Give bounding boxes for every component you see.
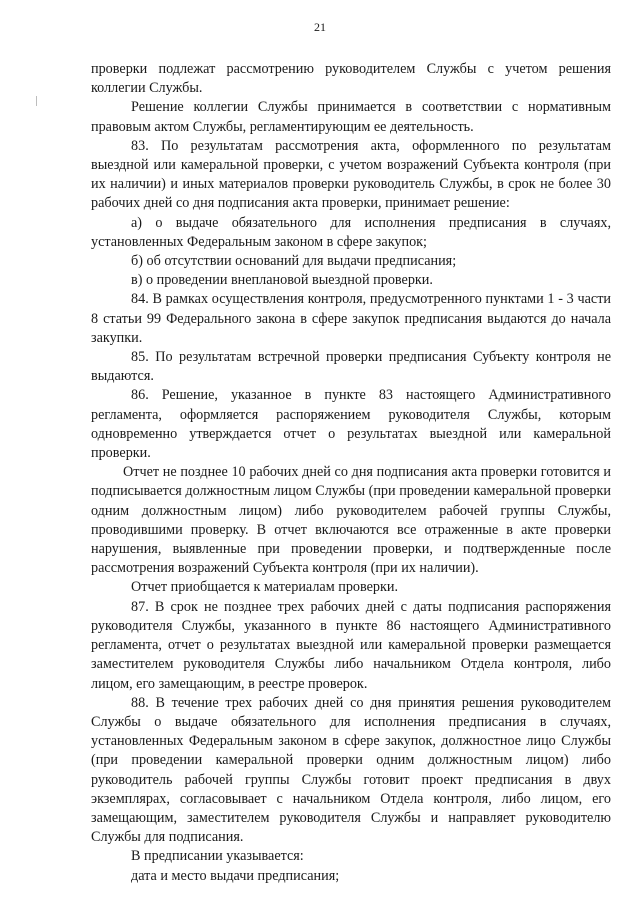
page-number: 21 [314, 20, 326, 34]
document-body [91, 60, 611, 886]
list-item-a: а) о выдаче обязательного для исполнения предписания в случаях, установленных Федеральным законом в сфере закупок; [91, 214, 611, 250]
paragraph: проверки подлежат рассмотрению руководителем Службы с учетом решения коллегии Службы. [91, 61, 611, 97]
paragraph: Отчет не позднее 10 рабочих дней со дня подписания акта проверки готовится и подписывается должностным лицом Службы (при проведении камеральной проверки одним должностным лицом) либо руководителем рабочей группы Службы, проводившими проверку. В отчет включаются все отраженные в акте проверки нарушения, выявленные при проведении проверки, и подтвержденные после рассмотрения возражений Субъекта контроля (при их наличии). [91, 464, 611, 577]
list-item-b: б) об отсутствии оснований для выдачи предписания; [131, 253, 457, 270]
list-item-v: в) о проведении внеплановой выездной проверки. [131, 272, 433, 289]
paragraph-84: 84. В рамках осуществления контроля, предусмотренного пунктами 1 - 3 части 8 статьи 99 Федерального закона в сфере закупок предписания выдаются до начала закупки. [91, 291, 611, 346]
paragraph: дата и место выдачи предписания; [131, 867, 340, 884]
paragraph-83: 83. По результатам рассмотрения акта, оформленного по результатам выездной или камеральной проверки, с учетом возражений Субъекта контроля (при их наличии) и иных материалов проверки руководитель Службы, в срок не более 30 рабочих дней со дня подписания акта проверки, принимает решение: [91, 137, 611, 212]
paragraph: В предписании указывается: [131, 848, 304, 865]
paragraph-87: 87. В срок не позднее трех рабочих дней с даты подписания распоряжения руководителя Службы, указанного в пункте 86 настоящего Административного регламента, отчет о результатах выездной или камеральной проверки размещается заместителем руководителя Службы либо начальником Отдела контроля, либо лицом, его замещающим, в реестре проверок. [91, 598, 611, 692]
paragraph: Решение коллегии Службы принимается в соответствии с нормативным правовым актом Службы, регламентирующим ее деятельность. [91, 99, 611, 135]
paragraph-86: 86. Решение, указанное в пункте 83 настоящего Административного регламента, оформляется распоряжением руководителя Службы, которым одновременно утверждается отчет о результатах выездной или камеральной проверки. [91, 387, 611, 462]
paragraph-88: 88. В течение трех рабочих дней со дня принятия решения руководителем Службы о выдаче обязательного для исполнения предписания в случаях, установленных Федеральным законом в сфере закупок, должностное лицо Службы (при проведении камеральной проверки одним должностным лицом) либо руководитель рабочей группы Службы готовит проект предписания в двух экземплярах, согласовывает с начальником Отдела контроля, либо лицом, его замещающим, заместителем руководителя Службы и направляет руководителю Службы для подписания. [91, 694, 611, 846]
margin-mark [36, 96, 37, 106]
paragraph: Отчет приобщается к материалам проверки. [131, 579, 399, 596]
paragraph-85: 85. По результатам встречной проверки предписания Субъекту контроля не выдаются. [91, 349, 611, 385]
